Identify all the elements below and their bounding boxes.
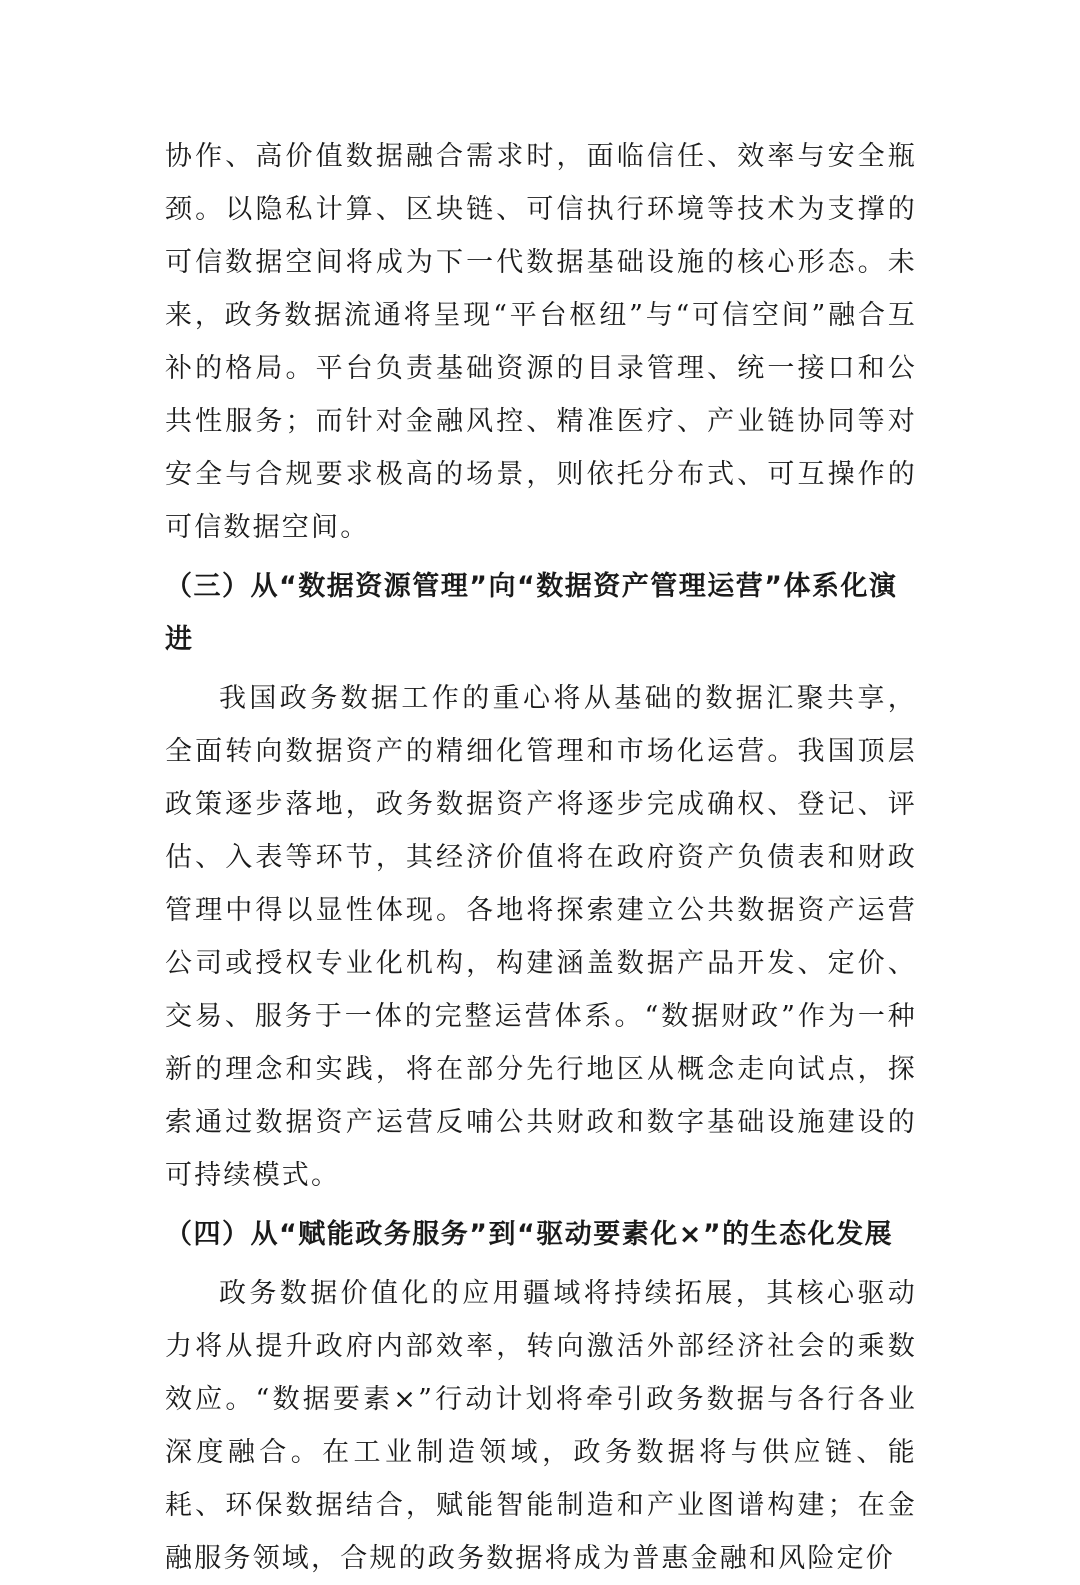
document-page — [165, 130, 917, 1585]
paragraph-data-assets: 我国政务数据工作的重心将从基础的数据汇聚共享，全面转向数据资产的精细化管理和市场化运营。我国顶层政策逐步落地，政务数据资产将逐步完成确权、登记、评估、入表等环节，其经济价值将在政府资产负债表和财政管理中得以显性体现。各地将探索建立公共数据资产运营公司或授权专业化机构，构建涵盖数据产品开发、定价、交易、服务于一体的完整运营体系。“数据财政”作为一种新的理念和实践，将在部分先行地区从概念走向试点，探索通过数据资产运营反哺公共财政和数字基础设施建设的可持续模式。 — [165, 683, 917, 1191]
paragraph-data-elements: 政务数据价值化的应用疆域将持续拓展，其核心驱动力将从提升政府内部效率，转向激活外部经济社会的乘数效应。“数据要素×”行动计划将牵引政务数据与各行各业深度融合。在工业制造领域，政务数据将与供应链、能耗、环保数据结合，赋能智能制造和产业图谱构建；在金融服务领域，合规的政务数据将成为普惠金融和风险定价 — [165, 1278, 917, 1574]
paragraph-continuation: 协作、高价值数据融合需求时，面临信任、效率与安全瓶颈。以隐私计算、区块链、可信执行环境等技术为支撑的可信数据空间将成为下一代数据基础设施的核心形态。未来，政务数据流通将呈现“平台枢纽”与“可信空间”融合互补的格局。平台负责基础资源的目录管理、统一接口和公共性服务；而针对金融风控、精准医疗、产业链协同等对安全与合规要求极高的场景，则依托分布式、可互操作的可信数据空间。 — [165, 141, 917, 543]
section-heading-3: （三）从“数据资源管理”向“数据资产管理运营”体系化演进 — [165, 571, 898, 655]
section-heading-4: （四）从“赋能政务服务”到“驱动要素化×”的生态化发展 — [165, 1219, 894, 1250]
